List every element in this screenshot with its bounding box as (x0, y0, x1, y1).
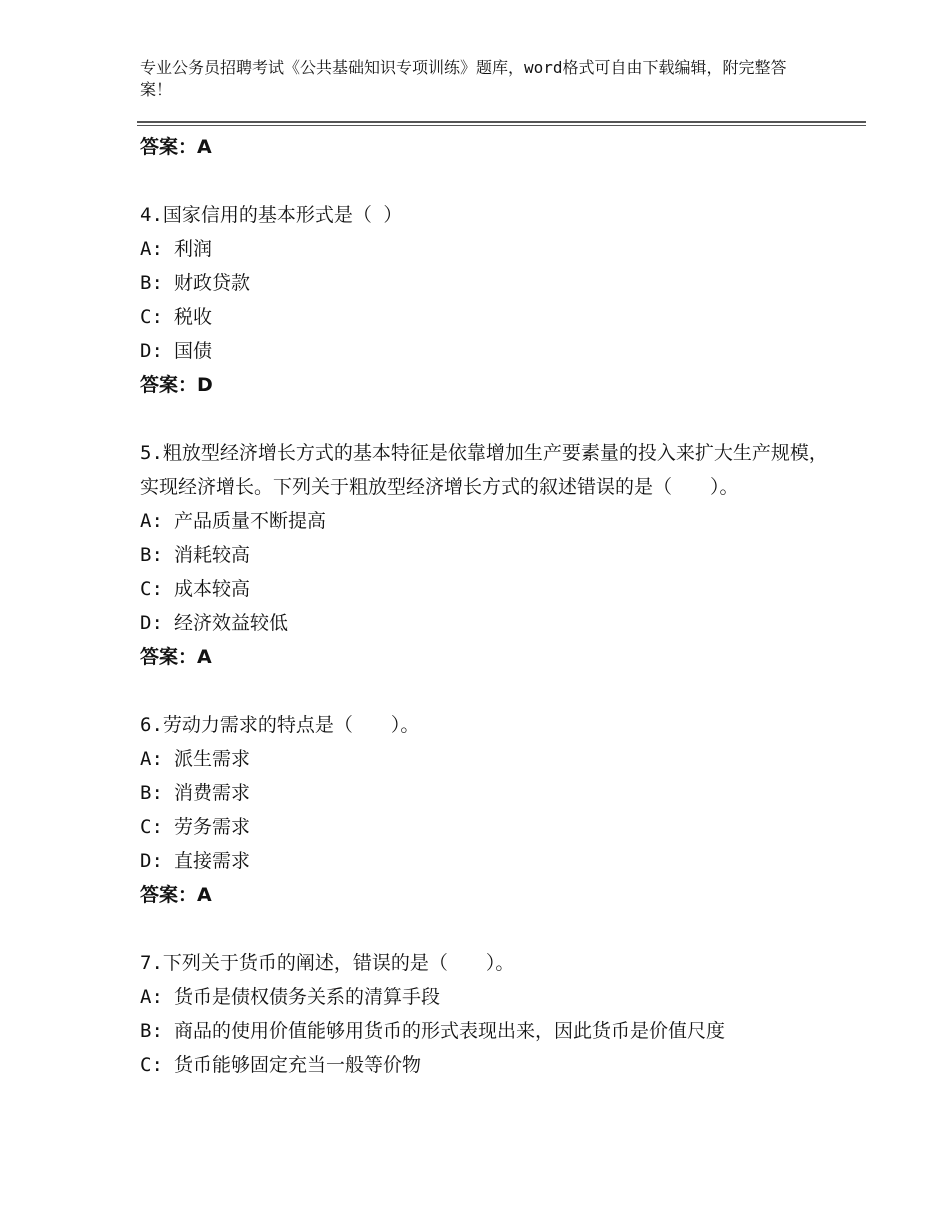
option-text: 国债 (174, 340, 213, 362)
option-b (140, 266, 830, 300)
question-list (140, 130, 830, 1082)
option-text: 派生需求 (174, 748, 251, 770)
option-text: 商品的使用价值能够用货币的形式表现出来，因此货币是价值尺度 (174, 1020, 726, 1042)
option-label: A: (140, 510, 163, 532)
option-label: A: (140, 748, 163, 770)
question-stem: 6.劳动力需求的特点是（ ）。 (140, 714, 420, 736)
question-4 (140, 198, 830, 402)
option-a (140, 980, 830, 1014)
option-label: C: (140, 578, 163, 600)
option-text: 货币是债权债务关系的清算手段 (174, 986, 441, 1008)
option-label: C: (140, 1054, 163, 1076)
option-b (140, 776, 830, 810)
option-label: D: (140, 340, 163, 362)
option-d (140, 844, 830, 878)
option-c (140, 572, 830, 606)
answer-line: 答案：D (140, 374, 213, 396)
option-label: B: (140, 782, 163, 804)
question-stem: 5.粗放型经济增长方式的基本特征是依靠增加生产要素量的投入来扩大生产规模，实现经济增长。下列关于粗放型经济增长方式的叙述错误的是（ ）。 (140, 442, 828, 498)
option-text: 劳务需求 (174, 816, 251, 838)
option-label: A: (140, 238, 163, 260)
option-text: 产品质量不断提高 (174, 510, 327, 532)
option-text: 货币能够固定充当一般等价物 (174, 1054, 422, 1076)
option-text: 直接需求 (174, 850, 251, 872)
option-c (140, 300, 830, 334)
option-b (140, 1014, 830, 1048)
option-a (140, 504, 830, 538)
question-6 (140, 708, 830, 912)
option-label: B: (140, 1020, 163, 1042)
option-label: D: (140, 850, 163, 872)
option-text: 消费需求 (174, 782, 251, 804)
option-label: B: (140, 544, 163, 566)
question-stem: 7.下列关于货币的阐述，错误的是（ ）。 (140, 952, 515, 974)
option-a (140, 742, 830, 776)
option-label: D: (140, 612, 163, 634)
option-label: C: (140, 816, 163, 838)
option-text: 税收 (174, 306, 213, 328)
option-text: 经济效益较低 (174, 612, 289, 634)
question-5 (140, 436, 830, 674)
option-d (140, 606, 830, 640)
option-d (140, 334, 830, 368)
option-b (140, 538, 830, 572)
option-c (140, 810, 830, 844)
question-7 (140, 946, 830, 1082)
header-rule-thin (137, 125, 866, 126)
page-header: 专业公务员招聘考试《公共基础知识专项训练》题库，word格式可自由下载编辑，附完整答案！ (140, 58, 787, 99)
option-text: 成本较高 (174, 578, 251, 600)
option-label: A: (140, 986, 163, 1008)
answer-line: 答案：A (140, 884, 212, 906)
answer-line: 答案：A (140, 136, 212, 158)
option-text: 利润 (174, 238, 213, 260)
option-a (140, 232, 830, 266)
option-label: B: (140, 272, 163, 294)
question-stem: 4.国家信用的基本形式是（ ） (140, 204, 403, 226)
option-text: 财政贷款 (174, 272, 251, 294)
option-c (140, 1048, 830, 1082)
answer-line: 答案：A (140, 646, 212, 668)
header-rule-thick (137, 121, 866, 123)
option-label: C: (140, 306, 163, 328)
option-text: 消耗较高 (174, 544, 251, 566)
